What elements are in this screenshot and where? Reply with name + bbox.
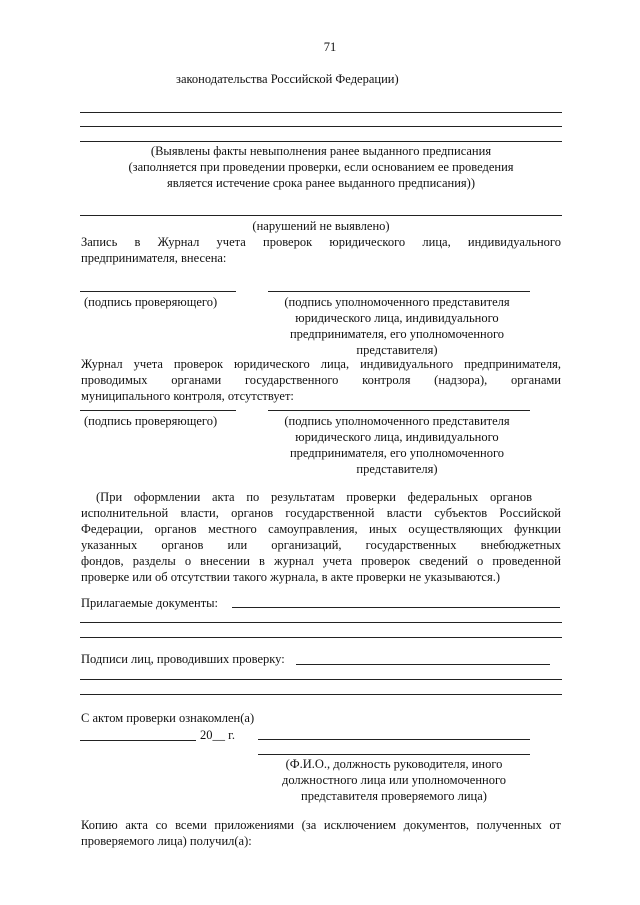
attached-documents-label: Прилагаемые документы:: [81, 596, 219, 610]
journal-entry-line: Запись в Журнал учета проверок юридического лица, индивидуального: [81, 235, 561, 249]
federal-note-line: Федерации, органов местного самоуправления, иных осуществляющих функции: [81, 522, 561, 536]
federal-note-line: исполнительной власти, органов государственной власти субъектов Российской: [81, 506, 561, 520]
violation-note-line: является истечение срока ранее выданного предписания)): [167, 176, 475, 190]
federal-note-line: фондов, разделы о внесении в журнал учета проверок сведений о проведенной: [81, 554, 561, 568]
representative-signature-caption: предпринимателя, его уполномоченного: [289, 327, 505, 341]
signatures-field[interactable]: [296, 664, 550, 665]
fill-line: [80, 141, 562, 142]
inspector-signature-line: [80, 291, 236, 292]
fio-caption: представителя проверяемого лица): [301, 789, 487, 803]
signatures-field[interactable]: [80, 694, 562, 695]
fill-line: [80, 215, 562, 216]
inspector-signature-line: [80, 410, 236, 411]
date-field[interactable]: [80, 740, 196, 741]
fio-caption: должностного лица или уполномоченного: [281, 773, 507, 787]
journal-absent-line: Журнал учета проверок юридического лица, индивидуального предпринимателя,: [81, 357, 561, 371]
federal-note-line: проверке или об отсутствии такого журнала, в акте проверки не указываются.): [81, 570, 501, 584]
date-year-suffix: 20__ г.: [200, 728, 235, 742]
representative-signature-caption: представителя): [356, 462, 438, 476]
violation-note-line: (заполняется при проведении проверки, если основанием ее проведения: [128, 160, 514, 174]
attached-documents-field[interactable]: [80, 637, 562, 638]
representative-signature-caption: юридического лица, индивидуального: [295, 430, 499, 444]
representative-signature-caption: юридического лица, индивидуального: [295, 311, 499, 325]
acquainted-label: С актом проверки ознакомлен(а): [81, 711, 255, 725]
journal-absent-line: муниципального контроля, отсутствует:: [81, 389, 294, 403]
representative-signature-line: [268, 410, 530, 411]
representative-signature-caption: предпринимателя, его уполномоченного: [289, 446, 505, 460]
journal-entry-line: предпринимателя, внесена:: [81, 251, 227, 265]
federal-note-line: указанных органов или организаций, государственных внебюджетных: [81, 538, 561, 552]
representative-signature-caption: (подпись уполномоченного представителя: [284, 414, 510, 428]
fill-line: [80, 126, 562, 127]
inspector-signature-caption: (подпись проверяющего): [84, 295, 218, 309]
page-number: 71: [323, 40, 337, 54]
attached-documents-field[interactable]: [80, 622, 562, 623]
fill-line: [80, 112, 562, 113]
intro-text: законодательства Российской Федерации): [176, 72, 399, 86]
copy-received-line: Копию акта со всеми приложениями (за исключением документов, полученных от: [81, 818, 561, 832]
representative-signature-caption: (подпись уполномоченного представителя: [284, 295, 510, 309]
signatures-field[interactable]: [80, 679, 562, 680]
fio-caption: (Ф.И.О., должность руководителя, иного: [285, 757, 503, 771]
signatures-label: Подписи лиц, проводивших проверку:: [81, 652, 285, 666]
representative-signature-line: [268, 291, 530, 292]
representative-signature-caption: представителя): [356, 343, 438, 357]
federal-note-line: (При оформлении акта по результатам проверки федеральных органов: [96, 490, 532, 504]
fio-signature-line[interactable]: [258, 739, 530, 740]
inspector-signature-caption: (подпись проверяющего): [84, 414, 218, 428]
attached-documents-field[interactable]: [232, 607, 560, 608]
no-violations-note: (нарушений не выявлено): [252, 219, 390, 233]
copy-received-line: проверяемого лица) получил(а):: [81, 834, 252, 848]
violation-note-line: (Выявлены факты невыполнения ранее выданного предписания: [150, 144, 492, 158]
fio-signature-line[interactable]: [258, 754, 530, 755]
journal-absent-line: проводимых органами государственного контроля (надзора), органами: [81, 373, 561, 387]
